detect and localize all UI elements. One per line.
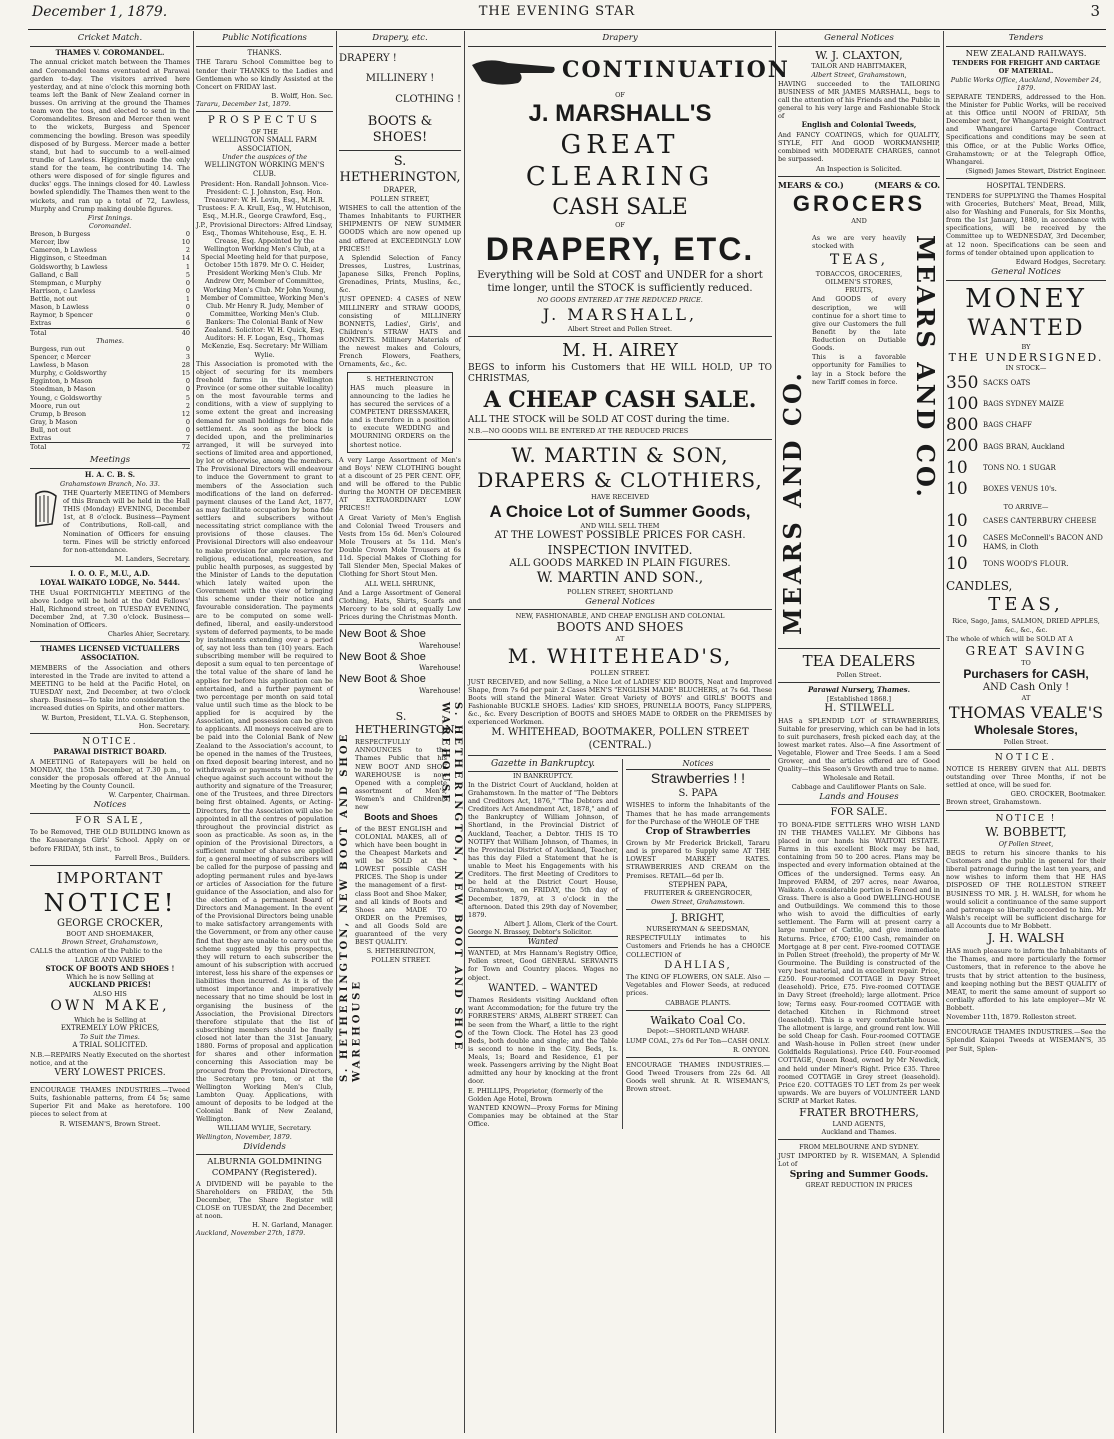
- ad-line: CANDLES,: [946, 578, 1013, 593]
- ad-line: TEAS,: [829, 251, 889, 268]
- stock-item: 10 TONS NO. 1 SUGAR: [946, 457, 1056, 478]
- box-title: S. HETHERINGTON: [366, 374, 434, 383]
- signature: H. N. Garland, Manager.: [252, 1221, 333, 1230]
- notice-body: THE Quarterly MEETING of Members of this Branch will be held in the Hall THIS (Monday) EVENING, December 1st, at 8 o'clock. Business—Payment of Contributions, Roll-call, and Nomination of Officers for ensuing term. Fines will be strictly enforced for non-attendance.: [63, 488, 190, 554]
- ad-line: DRAPERY !: [339, 52, 397, 64]
- signature: R. WISEMAN'S, Brown Street.: [59, 1119, 161, 1128]
- score-row: Mason, b Lawless 0: [30, 303, 190, 312]
- headline: THAMES V. COROMANDEL.: [55, 47, 165, 57]
- masthead-rule: [28, 29, 1106, 30]
- mears-ad: [778, 225, 940, 645]
- article-body: The annual cricket match between the Thames and Coromandel teams eventuated at Parawai garden to-day. The visitors arrived here yesterday, and at nine o'clock this morning both teams left the Bank of New Zealand corner in busses. On arriving at the ground the Thames team won the toss, and elected to send in the Coromandelites. Breson and Mercer then went to the wickets, Burgess and Spencer commencing the bowling. Breson was speedily disposed of by Burgess. Mercer made a better stand, but had to succumb to a well-aimed trundle of Lawless. Higginson made the only stand for the team, he contributing 14. The others were disposed of for single figures and ducks' eggs. The innings closed for 40. Lawless bowled splendidly. The Thames then went to the wickets, and ran up a total of 72, Lawless, Murphy and Crump making double figures.: [30, 58, 190, 213]
- ad-line: POLLEN STREET.: [371, 955, 431, 964]
- section-header: Meetings: [30, 454, 190, 469]
- ad-line: CALLS the attention of the Public to the: [30, 947, 163, 956]
- signature: (Signed) James Stewart, District Engineer.: [965, 166, 1106, 175]
- stock-item: 10 BOXES VENUS 10's.: [946, 478, 1057, 499]
- stock-item: 800 BAGS CHAFF: [946, 415, 1033, 435]
- signature: Farrell Bros., Builders.: [114, 853, 190, 862]
- section-header: Cricket Match.: [30, 32, 190, 47]
- ad-line: Crop of Strawberries: [645, 826, 751, 837]
- score-row: Breson, b Burgess 0: [30, 230, 190, 238]
- warehouse-ad: [339, 702, 461, 1082]
- stock-item: 10 CASES CANTERBURY CHEESE: [946, 511, 1097, 532]
- ad-line: ALSO HIS: [93, 990, 127, 999]
- score-row: Higginson, c Steedman 14: [30, 254, 190, 263]
- ad-name: Waikato Coal Co.: [650, 1013, 746, 1027]
- ad-line: POLLEN STREET, SHORTLAND: [567, 587, 673, 596]
- ad-line: NURSERYMAN & SEEDSMAN,: [646, 925, 750, 934]
- ad-line: TEAS,: [988, 593, 1064, 615]
- ad-body: The KING OF FLOWERS, ON SALE. Also — Vegetables and Flower Seeds, at reduced prices.: [626, 973, 770, 998]
- ad-line: Wholesale and Retail.: [823, 774, 895, 783]
- notice-body: BEGS to return his sincere thanks to his Customers and the public in general for their liberal patronage during the last ten years, and now wishes to inform them that HE HAS DISPOSED OF THE ROLLESTON STREET BUSINESS TO MR. J. H. WALSH, for whom he would solicit a continuance of the same support and patronage so liberally accorded to him. Mr Walsh's receipt will be sufficient discharge for all Accounts due to Mr Bobbett.: [946, 848, 1106, 930]
- date-line: Auckland, November 27th, 1879.: [196, 1229, 306, 1238]
- ad-name: W. J. CLAXTON,: [815, 48, 903, 62]
- ad-line: [Established 1868.]: [826, 694, 892, 703]
- ad-line: POLLEN STREET.: [590, 668, 650, 677]
- section-header: General Notices: [946, 266, 1106, 281]
- ad-body: ALL THE STOCK will be SOLD AT COST during the time.: [468, 415, 730, 426]
- ad-line: DRAPER,: [383, 186, 417, 195]
- notice-body: ENCOURAGE THAMES INDUSTRIES.—See the Splendid Kaiapoi Tweeds at WISEMAN'S, 35 per Suit, Splen-: [946, 1028, 1106, 1053]
- notice-line: Under the auspices of the: [221, 153, 308, 162]
- ad-headline: DRAPERY, ETC.: [485, 231, 755, 268]
- notice-title: PROSPECTUS: [208, 115, 321, 127]
- signature: B. Wolff, Hon. Sec.: [271, 91, 333, 100]
- notice-title: NEW ZEALAND RAILWAYS.: [965, 48, 1087, 59]
- stock-list: [946, 373, 1106, 501]
- notice-line: OF THE: [251, 127, 278, 136]
- scorecard-coromandel: [30, 230, 190, 337]
- ad-headline: MONEY: [965, 283, 1087, 314]
- score-row: Steedman, b Mason 0: [30, 385, 190, 394]
- ad-line: N.B.—REPAIRS Neatly Executed on the shortest notice, and at the: [30, 1050, 190, 1067]
- ad-line: LARGE AND VARIED: [75, 956, 145, 965]
- dressmaker-box: [347, 372, 453, 453]
- section-header: General Notices: [468, 596, 772, 611]
- ad-headline: WANTED: [967, 316, 1085, 341]
- subheading: First Innings.: [87, 213, 133, 222]
- ad-body: Everything will be Sold at COST and UNDER for a short time longer, until the STOCK is sufficiently reduced.: [477, 270, 763, 294]
- notice-title: FOR SALE,: [75, 816, 145, 826]
- ad-headline: GREAT CLEARING: [525, 129, 715, 193]
- ad-line: AND WILL SELL THEM: [580, 521, 660, 530]
- section-header: Lands and Houses: [778, 791, 940, 806]
- notice-line: Public Works Office, Auckland, November 24, 1879.: [950, 75, 1102, 92]
- score-row: Moore, run out 2: [30, 401, 190, 410]
- score-row: Bull, not out 0: [30, 426, 190, 434]
- ad-line: TO: [1021, 658, 1031, 667]
- ad-line: Pollen Street.: [1003, 737, 1049, 746]
- notice-title: IN BANKRUPTCY.: [513, 771, 573, 780]
- ad-line: ALL WELL SHRUNK,: [364, 579, 436, 588]
- section-header: Wanted: [468, 936, 618, 948]
- notice-body: In the District Court of Auckland, holden at Grahamstown. In the matter of "The Debtors and Creditors Act, 1876," "The Debtors and Creditors Act Amendment Act, 1878," and of the Bankruptcy of William Johnson, of Shortland, in the Provincial District of Auckland, Teacher, a Debtor. THIS IS TO NOTIFY that William Johnson, of Thames, in the Provincial District of Auckland, Teacher, has this day Filed a Statement that he is unable to Meet his Engagements with his Creditors. The first Meeting of Creditors to be held at the District Court House, Grahamstown, on FRIDAY, the 5th day of December, 1879, at 3 o'clock in the afternoon. Dated this 29th day of November, 1879.: [468, 780, 618, 919]
- ad-name: FRATER BROTHERS,: [799, 1106, 919, 1120]
- column-6: [946, 32, 1106, 1433]
- ad-body: WISHES to call the attention of the Thames Inhabitants to FURTHER SHIPMENTS OF NEW SUMMER GOODS which are now opened up and offered at EXCEEDINGLY LOW PRICES!!: [339, 204, 461, 253]
- notice-body: WANTED, at Mrs Hannam's Registry Office, Pollen street, Good GENERAL SERVANTS for Town and Country places. Wages no object.: [468, 949, 618, 982]
- notice-title: HOSPITAL TENDERS.: [986, 182, 1066, 190]
- ad-body: JUST RECEIVED, and now Selling, a Nice Lot of LADIES' KID BOOTS, Neat and Improved Shape, from 7s 6d per pair. 2 Cases MEN'S "ENGLISH MADE" BLUCHERS, at 7s 6d. These Boots will stand the Mineral Water. Great Variety of BOYS' and GIRLS' BOOTS and Fashionable BUCKLE SHOES. Ladies' KID SHOES, PRUNELLA BOOTS, Fancy SLIPPERS, &c., &c. Every Description of BOOTS and SHOES MADE to ORDER on the PREMISES by experienced Workmen.: [468, 677, 772, 727]
- score-row: Spencer, c Mercer 3: [30, 352, 190, 361]
- score-row: Extras 7: [30, 434, 190, 443]
- column-3: [339, 32, 461, 1433]
- ad-line: BY: [1021, 342, 1031, 351]
- ad-body: JUST OPENED: 4 CASES of NEW MILLINERY and STRAW GOODS, consisting of MILLINERY BONNETS, Ladies', Girls', and Children's STRAW HATS and BONNETS. Millinery Materials of the newest makes and Colours, French Flowers, Feathers, Ornaments, &c., &c.: [339, 295, 461, 369]
- score-row: Extras 6: [30, 319, 190, 328]
- signature: M. Landers, Secretary.: [114, 554, 190, 563]
- date-line: Wellington, November, 1879.: [196, 1132, 292, 1141]
- ad-line: Warehouse!: [418, 686, 461, 695]
- ad-line: GREAT REDUCTION IN PRICES: [805, 1180, 913, 1189]
- ad-line: VERY LOWEST PRICES.: [54, 1067, 166, 1078]
- signature: E. PHILLIPS, Proprietor, (formerly of the Golden Age Hotel, Brown: [468, 1086, 603, 1103]
- ad-line: OWN MAKE,: [50, 998, 170, 1015]
- page-number: 3: [1090, 2, 1100, 20]
- notice-body: MEMBERS of the Association and others interested in the Trade are invited to attend a MEETING to be held at the Pacific Hotel, on TUESDAY next, 2nd December, at two o'clock sharp. Business—To take into consideration the increased duties on Spirits, and other matters.: [30, 663, 190, 713]
- ad-body: WISHES to inform the Inhabitants of the Thames that he has made arrangements for the Purchase of the WHOLE OF THE: [626, 801, 770, 826]
- ad-line: LAND AGENTS,: [832, 1119, 886, 1128]
- notice-title: I. O. O. F., M.U., A.D.: [70, 569, 150, 578]
- notice-title: LOYAL WAIKATO LODGE, No. 5444.: [39, 577, 181, 587]
- ad-headline: GROCERS: [792, 190, 926, 216]
- ad-line: English and Colonial Tweeds,: [801, 120, 917, 130]
- ad-name: J. H. WALSH: [987, 931, 1065, 946]
- ad-name: J. MARSHALL'S: [528, 99, 712, 127]
- section-header: Notices: [30, 799, 190, 814]
- ad-line: EXTREMELY LOW PRICES,: [60, 1023, 160, 1032]
- ad-name: THOMAS VEALE'S: [948, 702, 1104, 722]
- score-row: Egginton, b Mason 0: [30, 377, 190, 386]
- ad-line: New Boot & Shoe: [339, 650, 426, 663]
- ad-line: New Boot & Shoe: [339, 628, 426, 641]
- ad-headline: NOTICE!: [43, 888, 177, 917]
- harp-emblem-icon: [30, 488, 60, 528]
- notice-body: SEPARATE TENDERS, addressed to the Hon. the Minister for Public Works, will be received at this Office until NOON of FRIDAY, 5th December next, for Whangarei Freight Contract and Whangarei Cartage Contract. Specifications and conditions may be seen at this Office, or at the Public Works Office, Grahamstown; or at the Telegraph Office, Whangarei.: [946, 92, 1106, 166]
- notice-title: FROM MELBOURNE AND SYDNEY.: [799, 1143, 919, 1152]
- score-total: Total 72: [30, 443, 190, 452]
- date-line: November 11th, 1879. Rolleston street.: [946, 1013, 1077, 1022]
- signature: W. Burton, President, T.L.V.A. G. Stephenson, Hon. Secretary.: [41, 713, 190, 730]
- ad-line: CLOTHING !: [395, 93, 461, 105]
- section-header: Notices: [626, 759, 770, 770]
- notice-title: TENDERS FOR FREIGHT AND CARTAGE OF MATERIAL.: [952, 59, 1100, 76]
- ad-line: Which he is now Selling at: [66, 973, 154, 982]
- ad-line: Pollen Street.: [836, 671, 882, 679]
- box-body: HAS much pleasure in announcing to the ladies he has secured the services of a COMPETENT DRESSMAKER, and is therefore in a position to execute WEDDING and MOURNING ORDERS on the shortest notice.: [350, 383, 450, 449]
- column-divider: [775, 31, 776, 1433]
- ad-line: AUCKLAND PRICES!: [69, 980, 151, 990]
- stock-item: 10 TONS WOOD'S FLOUR.: [946, 553, 1069, 574]
- column-divider: [943, 31, 944, 1433]
- ad-line: HAVE RECEIVED: [590, 492, 650, 501]
- notice-body: THE Tararu School Committee beg to tender their THANKS to the Ladies and Gentlemen who so kindly Assisted at the Concert on FRIDAY last.: [196, 58, 333, 91]
- ad-body: This is a favorable opportunity for Families to lay in a Stock before the new Tariff comes in force.: [812, 353, 906, 386]
- column-4: [468, 32, 790, 1433]
- signature: WILLIAM WYLIE, Secretary.: [217, 1124, 312, 1133]
- ad-headline: CASH SALE: [552, 194, 688, 220]
- score-row: Lawless, b Mason 28: [30, 361, 190, 369]
- ad-headline: IMPORTANT: [56, 868, 164, 887]
- score-row: Murphy, c Goldsworthy 15: [30, 369, 190, 378]
- section-header: Drapery, etc.: [339, 32, 461, 47]
- ad-line: Wholesale Stores,: [974, 722, 1078, 737]
- ad-line: Cabbage and Cauliflower Plants on Sale.: [791, 782, 927, 791]
- notice-title: WELLINGTON WORKING MEN'S CLUB.: [204, 161, 325, 179]
- ad-line: Albert Street and Pollen Street.: [567, 324, 673, 333]
- notice-body: HAS much pleasure to inform the Inhabitants of the Thames, and more particularly the former Customers, that in reference to the above he trusts that by strict attention to the business, and keeping nothing but the BEST QUALITY of MEAT, to merit the same amount of support so cordially afforded to his late employer—Mr W. Bobbett.: [946, 947, 1106, 1012]
- ad-line: N.B.—NO GOODS WILL BE ENTERED AT THE REDUCED PRICES: [468, 427, 689, 436]
- ad-name: J. BRIGHT,: [671, 912, 725, 924]
- vertical-banner-left: MEARS AND CO.: [778, 370, 807, 636]
- score-total: Total 40: [30, 328, 190, 337]
- ad-name: H. STILWELL: [824, 703, 894, 714]
- stock-item: 350 SACKS OATS: [946, 372, 1031, 393]
- ad-line: GREAT SAVING: [965, 643, 1087, 658]
- ad-line: New Boot & Shoe: [339, 673, 426, 686]
- ad-line: Boots and Shoes: [364, 812, 438, 823]
- ad-line: DAHLIAS,: [664, 959, 732, 971]
- ad-body: BEGS to inform his Customers that HE WILL HOLD, UP TO CHRISTMAS,: [468, 363, 772, 385]
- stock-item: 200 BAGS BRAN, Auckland: [946, 436, 1065, 457]
- ad-name: W. BOBBETT,: [985, 824, 1067, 839]
- ad-body: And GOODS of every description, we will continue for a short time to give our Customers the full Benefit by the late Reduction on Dutiable Goods.: [812, 295, 906, 353]
- ad-headline: Purchasers for CASH,: [963, 666, 1089, 681]
- score-row: Young, c Goldsworthy 5: [30, 393, 190, 402]
- vertical-banner-right: S. HETHERINGTON, NEW BOOT AND SHOE WAREHOUSE: [439, 701, 463, 1052]
- ad-name: S. PAPA: [678, 787, 718, 799]
- ad-body: As we are very heavily stocked with: [812, 234, 906, 251]
- ad-body: Rice, Sago, Jams, SALMON, DRIED APPLES, &c., &c., &c.: [952, 617, 1100, 634]
- notice-body: NOTICE IS HEREBY GIVEN that ALL DEBTS outstanding over Three Months, if not be settled at once, will be sued for.: [946, 764, 1106, 790]
- notice-title: NOTICE.: [82, 736, 138, 747]
- notice-body: A DIVIDEND will be payable to the Shareholders on FRIDAY, the 5th December, The Share Register will CLOSE on TUESDAY, the 2nd December, at noon.: [196, 1179, 333, 1220]
- notice-body: Thames Residents visiting Auckland often want Accommodation; for the future try the FORRESTERS' ARMS, ALBERT STREET. Can be seen from the Wharf, a little to the right of the Town Clock. The Hotel has 23 good Beds, both double and single; and the Table is second to none in the City. Beds, 1s. Meals, 1s; Board and Residence, £1 per week. Passengers arriving by the Night Boat admitted any hour by knocking at the front door.: [468, 996, 618, 1086]
- officers-list: President: Hon. Randall Johnson. Vice-President: C. J. Johnston, Esq. Hon. Treasurer: W. H. Levin, Esq., M.H.R. Trustees: F. A. Krull, Esq., W. Hutchison, Esq., M.H.R., George Crawford, Esq., J.P., Provisional Directors: Alfred Lindsay, Esq., Thomas Whitehouse, Esq., E. H. Crease, Esq. Appointed by the Wellington Working Men's Club, at a Special Meeting held for that purpose, October 15th 1879. Mr O. C. Heider, President Working Men's Club. Mr Andrew Orr, Member of Committee, Working Men's Club. Mr John Young, Member of Committee, Working Men's Club. Mr Henry R. Judy, Member of Committee, Working Men's Club. Bankers: The Colonial Bank of New Zealand. Solicitor: W. H. Quick, Esq. Auditors: H. F. Logan, Esq., Thomas McKenzie, Esq. Secretary: Mr William Wylie.: [196, 179, 333, 359]
- ad-headline: TEA DEALERS: [802, 652, 916, 671]
- ad-line: Albert Street, Grahamstown,: [811, 70, 907, 79]
- ad-name: S. HETHERINGTON: [355, 709, 455, 737]
- score-row: Harrison, c Lawless 0: [30, 286, 190, 295]
- scorecard-thames: [30, 345, 190, 452]
- ad-line: AT THE LOWEST POSSIBLE PRICES FOR CASH.: [494, 530, 746, 541]
- signature: R. ONYON.: [732, 1045, 770, 1054]
- ad-body: A Great Variety of Men's English and Colonial Tweed Trousers and Vests from 15s 6d. Men's Coloured Mole Trousers at 5s 11d. Men's Double Crown Mole Trousers at 6s 11d. Special Makes of Clothing for Tall Slender Men, Special Makes of Clothing for Short Stout Men.: [339, 513, 461, 579]
- ad-headline: CONTINUATION: [562, 56, 790, 83]
- ad-line: AND Cash Only !: [982, 681, 1070, 693]
- ad-body: RESPECTFULLY intimates to his Customers and Friends he has a CHOICE COLLECTION of: [626, 934, 770, 959]
- ad-line: AT: [615, 635, 625, 644]
- ad-headline: Strawberries ! !: [650, 770, 746, 787]
- ad-headline: A Choice Lot of Summer Goods,: [489, 501, 751, 521]
- ad-name: J. MARSHALL,: [542, 304, 698, 324]
- notice-title: FOR SALE.: [830, 807, 888, 819]
- ad-line: Brown Street, Grahamstown,: [61, 938, 159, 947]
- notice-title: NOTICE !: [995, 813, 1057, 824]
- ad-line: To Suit the Times.: [80, 1032, 140, 1041]
- score-row: Goldsworthy, b Lawless 1: [30, 262, 190, 271]
- score-row: Gray, b Mason 0: [30, 417, 190, 426]
- subheading: Thames.: [96, 336, 124, 345]
- ad-line: Warehouse!: [418, 664, 461, 673]
- ad-line: MILLINERY !: [365, 73, 435, 85]
- section-header: Dividends: [196, 1141, 333, 1156]
- pointing-hand-icon: [468, 51, 556, 91]
- ad-body: The whole of which will be SOLD AT A: [946, 634, 1073, 643]
- ad-headline: BOOTS AND SHOES: [556, 620, 684, 635]
- column-1: [30, 32, 190, 1433]
- column-divider: [193, 31, 194, 1433]
- signature: S. HETHERINGTON,: [366, 947, 436, 956]
- signature: W. Carpenter, Chairman.: [108, 791, 190, 800]
- ad-line: ALL GOODS MARKED IN PLAIN FIGURES.: [509, 557, 731, 569]
- ad-line: MEARS & CO.): [778, 179, 844, 190]
- vertical-banner-left: S. HETHERINGTON, NEW BOOT AND SHOE WAREHOUSE: [339, 731, 363, 1082]
- ad-name: S. HETHERINGTON,: [339, 153, 461, 185]
- ad-body: RESPECTFULLY ANNOUNCES to the Thames Public that his NEW BOOT AND SHOE WAREHOUSE is now Opened with a complete assortment of Men's, Women's and Children's new: [355, 738, 447, 812]
- ad-line: An Inspection is Solicited.: [816, 164, 902, 173]
- notice-body: To be Removed, THE OLD BUILDING known as the Kauaeranga Girls' School. Apply on or before FRIDAY, 5th inst., to: [30, 828, 190, 853]
- ad-line: FRUITERER & GREENGROCER,: [643, 889, 753, 898]
- ad-line: AND: [851, 217, 867, 226]
- ad-headline: Parawai Nursery, Thames.: [807, 685, 911, 695]
- stock-item: 10 CASES McConnell's BACON AND HAMS, in Cloth: [946, 532, 1103, 553]
- ad-line: Spring and Summer Goods.: [789, 1169, 929, 1180]
- notice-body: ENCOURAGE THAMES INDUSTRIES.—Tweed Suits, fashionable patterns, from £4 5s; same Superior Fit and Make as heretofore. 100 pieces to select from at: [30, 1086, 190, 1119]
- ad-body: of the BEST ENGLISH and COLONIAL MAKES, all of which have been bought in the Cheapest Markets and will be SOLD at the LOWEST possible CASH PRICES. The Shop is under the management of a first-class Boot and Shoe Maker, and all kinds of Boots and Shoes are MADE TO ORDER on the Premises, and all Goods Sold are guaranteed of the very BEST QUALITY.: [355, 824, 447, 947]
- column-divider: [464, 31, 465, 1433]
- ad-headline: DRAPERS & CLOTHIERS,: [477, 467, 763, 492]
- notice-title: THANKS.: [247, 48, 282, 57]
- score-row: Raymor, b Spencer 0: [30, 311, 190, 320]
- signature: GEO. CROCKER, Bootmaker.: [1010, 790, 1106, 799]
- ad-line: NO GOODS ENTERED AT THE REDUCED PRICE.: [537, 296, 703, 305]
- ad-body: A Splendid Selection of Fancy Dresses, Lustres, Lustrinas, Japanese Silks, French Poplins, Grenadines, Prints, Muslins, &c., &c.: [339, 253, 461, 295]
- ad-line: CABBAGE PLANTS.: [665, 998, 731, 1007]
- notice-body: TO BONA-FIDE SETTLERS WHO WISH LAND IN THE THAMES VALLEY. Mr Gibbons has placed in our hands his WAITOKI ESTATE. Farms in this excellent Block may be had, containing from 50 to 200 acres. Plans may be inspected and every information obtained at the Offices of the undersigned. Terms easy. An Improved FARM, of 297 acres, near Awaroa, Waikato. A considerable portion is Fenced and in Grass. There is also a Good DWELLING-HOUSE and Outbuildings. We commend this to those who wish to avoid the difficulties of early settlement. The Farm will at present carry a large number of Cattle, and give immediate Returns. Price, £700; £100 Cash, remainder on Mortgage at 8 per cent. Five-roomed COTTAGE in Pollen Street (freehold), the property of Mr W. Gourmoine. The Building is constructed of the very best material, and in excellent repair. Price, £250. Four-roomed COTTAGE in Davy Street (leasehold). Price, £75. Five-roomed COTTAGE in Davy Street (freehold); large allotment. Price low; Terms easy. Four-roomed COTTAGE with detached Kitchen in Richmond street (leasehold). This is a very comfortable house. The allotment is large, and ground rent low. Will be sold Cheap for Cash. Four-roomed COTTAGE and Wash-house in Pollen street (new under Goldfields Regulations). Price £40. Four-roomed COTTAGE, Queen Road, owned by Mr Newdick, and held under Miner's Right. Price £35. Three roomed COTTAGE in Grey street (leasehold). Price £20. COTTAGES TO LET from 2s per week upwards. We are buyers of VOLUNTEER LAND SCRIP at Market Rates.: [778, 820, 940, 1105]
- notice-title: WELLINGTON SMALL FARM ASSOCIATION,: [211, 135, 318, 153]
- signature: George N. Brassey, Debtor's Solicitor.: [468, 928, 593, 936]
- score-row: Crump, b Breson 12: [30, 409, 190, 418]
- score-row: Cameron, b Lawless 2: [30, 246, 190, 255]
- ad-line: BOOT AND SHOEMAKER,: [66, 930, 154, 938]
- ad-line: (MEARS & CO.: [874, 179, 940, 190]
- ad-line: OF: [615, 221, 625, 230]
- subheading: Coromandel.: [88, 221, 132, 230]
- signature: Brown street, Grahamstown.: [946, 798, 1042, 807]
- ad-line: OF: [615, 90, 625, 99]
- ad-body: And a Large Assortment of General Clothing, Hats, Shirts, Scarfs and Mercery to be sold at equally Low Prices during the Christmas Month.: [339, 588, 461, 621]
- notice-title: H. A. C. B. S.: [84, 470, 136, 479]
- ad-line: NEW, FASHIONABLE, AND CHEAP ENGLISH AND COLONIAL: [515, 612, 725, 621]
- ad-line: Depot:—SHORTLAND WHARF.: [646, 1027, 750, 1036]
- notice-body: THE Usual FORTNIGHTLY MEETING of the above Lodge will be held at the Odd Fellows' Hall, Richmond street, on TUESDAY EVENING, December 2nd, at 7.30 o'clock. Business—Nomination of Officers.: [30, 588, 190, 629]
- ad-line: M. WHITEHEAD, BOOTMAKER, POLLEN STREET (CENTRAL.): [491, 727, 749, 751]
- date-line: Tararu, December 1st, 1879.: [196, 100, 291, 108]
- ad-line: POLLEN STREET,: [370, 194, 430, 203]
- notice-title: NOTICE.: [994, 752, 1058, 763]
- ad-name: STEPHEN PAPA,: [668, 880, 728, 889]
- column-5: [778, 32, 940, 1433]
- ad-line: IN STOCK—: [1005, 364, 1047, 373]
- column-divider: [336, 31, 337, 1433]
- ad-body: LUMP COAL, 27s 6d Per Ton—CASH ONLY.: [626, 1036, 770, 1045]
- ad-line: INSPECTION INVITED.: [547, 542, 693, 557]
- section-header: Public Notifications: [196, 32, 333, 47]
- prospectus-body: This Association is promoted with the object of securing for its members freehold farms in the Wellington Province (or some other suitable locality) on the most favourable terms and conditions, with a view of supplying to some extent the great and increasing demand for small holdings for bona fide settlement. As soon as the block is decided upon, and the preliminaries arranged, it will be surveyed into sections of limited area and apportioned, by lot or otherwise, among the members. The Provisional Directors will endeavour to induce the Government to grant to members of the Association such modifications of the land on deferred-payment clauses of the Land Act, 1877, as may facilitate occupation by bona fide settlers and subscribers without necessitating strict compliance with the provisions of those clauses. The Provisional Directors will also endeavour to make provision for ample reserves for religious, educational, recreation, and public health purposes, as suggested by the Minister of Lands to the deputation which lately waited upon the Government with the view of bringing this scheme under their notice and favourable consideration. The payments are to be computed on some well-defined, liberal, and easily-understood system of deferred payments, to be made by instalments extending over a period of, say not less than ten (10) years. Each subscribing member will be required to deposit a sum equal to ten percentage of the total value of the share of land he applies for before his application can be entertained, and a further payment of two percentage per month on said total value until such time as the block to be applied for is acquired by the Association, and possession can be given to applicants. All moneys received are to be paid into the Colonial Bank of New Zealand to the Association's account, to be opened in the names of the Trustees, on fixed deposit bearing interest, and no withdrawals or payments to be made by cheque against such account without the authority and signature of the Treasurer, one of the Trustees, and three Directors being first obtained. Agents, or Acting-Directors, for the Association will also be appointed in all the centres of population throughout the provincial district as soon as practicable. As soon as, in the opinion of the Provisional Directors, a sufficient number of shares are applied for, a general meeting of subscribers will be called for the purpose of passing and adopting permanent rules and bye-laws or articles of Association for the future guidance of the Association, and also for the election of a permanent Board of Directors and Management. In the event of the Provisional Directors being unable to make satisfactory arrangements with the Government, or from any other cause find that they are unable to carry out the scheme suggested by this prospectus, they will return to each subscriber the amount of his subscription with accrued interest, less his share of the expenses or liabilities then incurred. As it is of the utmost importance and imperatively necessary that no time should be lost in organising the business of the Association, the Provisional Directors therefore stipulate that the list of subscribing members should be finally closed not later than the 31st January, 1880. Forms of proposal and application for shares and other information concerning this Association may be procured from the Provisional Directors, the Secretary pro tem, or at the Wellington Working Men's Club, Lambton Quay. Applications, with amount of deposits to be lodged at the Colonial Bank of New Zealand, Wellington.: [196, 359, 333, 1124]
- section-header: Drapery: [468, 32, 772, 47]
- notice-body: ENCOURAGE THAMES INDUSTRIES.—Good Tweed Trousers from 22s 6d. All Goods well shrunk. At R. WISEMAN'S, Brown street.: [626, 1060, 770, 1094]
- newspaper-title: THE EVENING STAR: [478, 4, 636, 19]
- vertical-banner-right: MEARS AND CO.: [911, 235, 940, 501]
- ad-line: BOOTS & SHOES!: [367, 114, 433, 146]
- score-row: Burgess, run out 0: [30, 344, 190, 353]
- ad-name: M. H. AIREY: [562, 339, 678, 361]
- ad-line: TO ARRIVE—: [1003, 503, 1049, 511]
- signature: Edward Hodges, Secretary.: [1015, 257, 1106, 266]
- ad-line: STOCK OF BOOTS AND SHOES !: [45, 963, 175, 973]
- score-row: Galland, c Ball 5: [30, 270, 190, 279]
- notice-title: ALBURNIA GOLDMINING COMPANY (Registered).: [207, 1157, 322, 1178]
- ad-line: A TRIAL SOLICITED.: [72, 1040, 148, 1049]
- notice-body: A MEETING of Ratepayers will be held on MONDAY, the 15th December, at 7.30 p.m., to consider the proposals offered at the Annual Meeting by the County Council.: [30, 757, 190, 791]
- ad-line: Which he is Selling at: [74, 1015, 146, 1024]
- ad-line: Auckland and Thames.: [821, 1128, 897, 1136]
- notice-title: THAMES LICENSED VICTUALLERS ASSOCIATION.: [40, 644, 180, 662]
- notice-title: PARAWAI DISTRICT BOARD.: [53, 747, 167, 756]
- ad-body: HAS a SPLENDID LOT of STRAWBERRIES, Suitable for preserving, which can be had in lots to suit purchasers, fresh picked each day, at the lowest market rates. Also—A fine Assortment of Vegetable, Flower and Tree Seeds. I am a Seed Grower, and the articles offered are of Good Quality—this Season's Growth and true to name.: [778, 716, 940, 774]
- ad-line: Warehouse!: [418, 641, 461, 650]
- column-2: [196, 32, 333, 1433]
- ad-body: Grown by Mr Frederick Brickell, Tararu and is prepared to Supply same AT THE LOWEST MARKET RATES. STRAWBERRIES AND CREAM on the Premises. RETAIL—6d per lb.: [626, 839, 770, 880]
- masthead: [0, 0, 1114, 30]
- notice-title: WANTED. – WANTED: [488, 982, 598, 994]
- ad-line: TAILOR AND HABITMAKER,: [811, 62, 907, 71]
- ad-line: Owen Street, Grahamstown.: [651, 897, 745, 906]
- signature: Charles Ahier, Secretary.: [107, 630, 190, 639]
- ad-body: TOBACCOS, GROCERIES, OILMEN'S STORES, FRUITS,: [815, 270, 903, 295]
- signature: Albert J. Allom, Clerk of the Court.: [504, 919, 618, 928]
- arrive-list: [946, 511, 1106, 575]
- stock-item: 100 BAGS SYDNEY MAIZE: [946, 393, 1064, 414]
- section-header: Gazette in Bankruptcy.: [468, 759, 618, 771]
- notice-body: WANTED KNOWN—Proxy Forms for Mining Companies may be obtained at the Star Office.: [468, 1103, 618, 1128]
- notice-body: TENDERS for SUPPLYING the Thames Hospital with Groceries, Butchers' Meat, Bread, Milk, also for Washing and Funerals, for Six Months, from the 1st January, 1880, in accordance with specifications, will be received by the Committee up to WEDNESDAY, 3rd December, at 12 noon. Specifications can be seen and forms of tender obtained upon application to: [946, 191, 1106, 257]
- ad-name: M. WHITEHEAD'S,: [507, 643, 733, 668]
- ad-body: HAVING succeeded to the TAILORING BUSINESS of MR JAMES MARSHALL, begs to call the attention of his Friends and the Public in general to his very large and Fashionable Stock of: [778, 79, 940, 121]
- ad-body: A very Large Assortment of Men's and Boys' NEW CLOTHING bought at a discount of 25 PER CENT. OFF, and will be offered to the Public during the MONTH OF DECEMBER AT EXTRAORDINARY LOW PRICES!!: [339, 455, 461, 513]
- ad-headline: A CHEAP CASH SALE.: [483, 386, 757, 413]
- ad-line: AT: [1021, 694, 1031, 703]
- page-date: December 1, 1879.: [32, 4, 168, 20]
- score-row: Stempman, c Murphy 0: [30, 278, 190, 287]
- ad-name: GEORGE CROCKER,: [57, 917, 163, 929]
- ad-name: W. MARTIN AND SON.,: [536, 570, 704, 586]
- ad-name: W. MARTIN & SON,: [511, 442, 729, 467]
- score-row: Bettle, not out 1: [30, 295, 190, 303]
- ad-line: Of Pollen Street,: [998, 839, 1054, 848]
- ad-body: JUST IMPORTED by R. WISEMAN, A Splendid Lot of: [778, 1152, 940, 1169]
- notice-subtitle: Grahamstown Branch, No. 33.: [60, 479, 160, 488]
- score-row: Mercer, lbw 10: [30, 238, 190, 247]
- section-header: General Notices: [778, 32, 940, 47]
- section-header: Tenders: [946, 32, 1106, 47]
- ad-body: And FANCY COATINGS, which for QUALITY, STYLE, FIT And GOOD WORKMANSHIP, combined with MODERATE CHARGES, cannot be surpassed.: [778, 131, 940, 164]
- ad-line: THE UNDERSIGNED.: [948, 350, 1104, 364]
